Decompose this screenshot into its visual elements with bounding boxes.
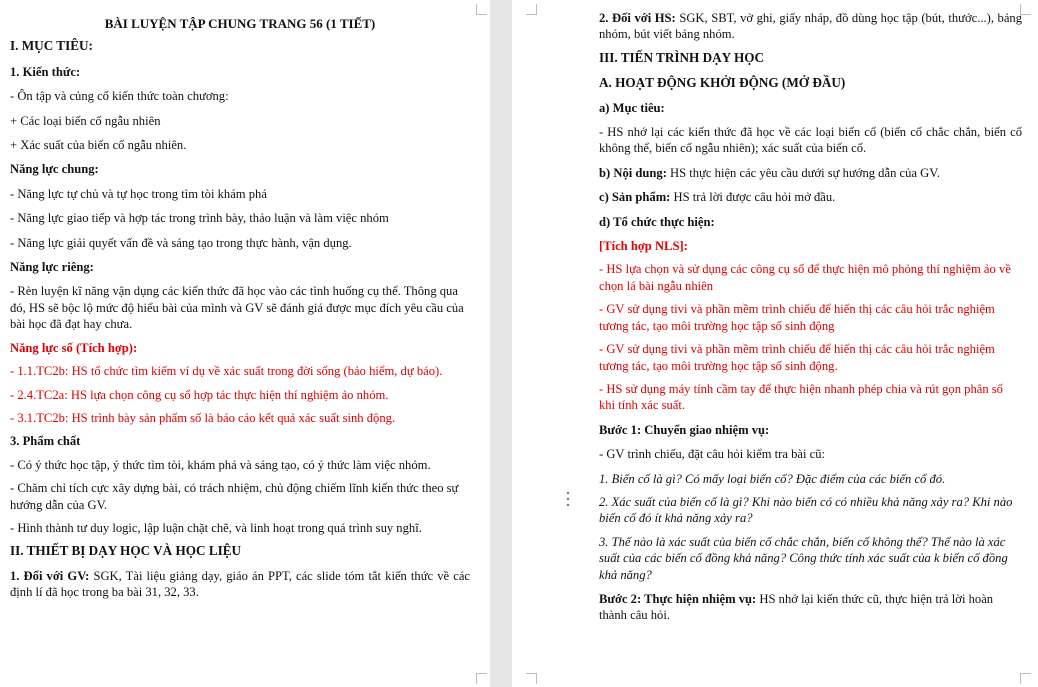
section-objectives: I. MỤC TIÊU: bbox=[10, 38, 93, 54]
heading-step1: Bước 1: Chuyển giao nhiệm vụ: bbox=[599, 422, 770, 437]
paragraph-product bbox=[599, 189, 1022, 205]
label-product: c) Sản phẩm: bbox=[599, 190, 671, 205]
paragraph: - Năng lực giao tiếp và hợp tác trong trình bày, thảo luận và làm việc nhóm bbox=[10, 211, 389, 226]
corner-mark-icon bbox=[526, 673, 537, 684]
paragraph-student-materials bbox=[599, 10, 1022, 43]
corner-mark-icon bbox=[1020, 4, 1031, 15]
paragraph: - Năng lực giải quyết vấn đề và sáng tạo trong thực hành, vận dụng. bbox=[10, 235, 352, 250]
corner-mark-icon bbox=[526, 4, 537, 15]
label-student: 2. Đối với HS: bbox=[599, 11, 676, 25]
paragraph: - HS lựa chọn và sử dụng các công cụ số để thực hiện mô phỏng thí nghiệm ảo về chọn lá bài ngẫu nhiên bbox=[599, 262, 1011, 293]
paragraph: - GV trình chiếu, đặt câu hỏi kiểm tra bài cũ: bbox=[599, 447, 826, 462]
heading-knowledge: 1. Kiến thức: bbox=[10, 64, 81, 79]
label-teacher: 1. Đối với GV: bbox=[10, 568, 90, 583]
label-step2: Bước 2: Thực hiện nhiệm vụ: bbox=[599, 591, 757, 606]
paragraph: - Hình thành tư duy logic, lập luận chặt chẽ, và linh hoạt trong quá trình suy nghĩ. bbox=[10, 520, 422, 535]
section-warmup: A. HOẠT ĐỘNG KHỞI ĐỘNG (MỞ ĐẦU) bbox=[599, 75, 846, 91]
question-1: 1. Biến cố là gì? Có mấy loại biến cố? Đặc điểm của các biến cố đó. bbox=[599, 471, 946, 486]
heading-organization: d) Tổ chức thực hiện: bbox=[599, 214, 715, 229]
paragraph-teacher-materials bbox=[10, 568, 470, 601]
heading-digital-integration: [Tích hợp NLS]: bbox=[599, 239, 688, 254]
heading-digital-competence: Năng lực số (Tích hợp): bbox=[10, 340, 138, 355]
paragraph: - GV sử dụng tivi và phần mềm trình chiếu để hiển thị các câu hỏi trắc nghiệm tương tác, tạo môi trường học tập số sinh động bbox=[599, 302, 995, 333]
paragraph-content bbox=[599, 165, 1022, 181]
document-page-left bbox=[0, 0, 490, 687]
paragraph: - 2.4.TC2a: HS lựa chọn công cụ số hợp tác thực hiện thí nghiệm ảo nhóm. bbox=[10, 387, 389, 402]
heading-specific-competence: Năng lực riêng: bbox=[10, 260, 94, 275]
paragraph: - HS sử dụng máy tính cầm tay để thực hiện nhanh phép chia và rút gọn phân số khi tính xác suất. bbox=[599, 381, 1003, 413]
paragraph: - Có ý thức học tập, ý thức tìm tòi, khám phá và sáng tạo, có ý thức làm việc nhóm. bbox=[10, 457, 431, 472]
paragraph: - Ôn tập và củng cố kiến thức toàn chương: bbox=[10, 89, 229, 104]
paragraph: + Xác suất của biến cố ngẫu nhiên. bbox=[10, 138, 187, 153]
text-content: HS thực hiện các yêu cầu dưới sự hướng dẫn của GV. bbox=[666, 165, 940, 180]
corner-mark-icon bbox=[476, 673, 487, 684]
paragraph: + Các loại biến cố ngẫu nhiên bbox=[10, 113, 161, 128]
paragraph: - 3.1.TC2b: HS trình bày sản phẩm số là báo cáo kết quả xác suất sinh động. bbox=[10, 410, 396, 425]
document-page-right bbox=[512, 0, 1038, 687]
text-product: HS trả lời được câu hỏi mở đầu. bbox=[670, 190, 836, 205]
lesson-title: BÀI LUYỆN TẬP CHUNG TRANG 56 (1 TIẾT) bbox=[104, 16, 376, 31]
corner-mark-icon bbox=[1020, 673, 1031, 684]
text-student: SGK, SBT, vở ghi, giấy nháp, đồ dùng học tập (bút, thước...), bảng nhóm, bút viết bảng nhóm. bbox=[599, 11, 1023, 42]
section-procedure: III. TIẾN TRÌNH DẠY HỌC bbox=[599, 49, 765, 65]
text-step2: HS nhớ lại kiến thức cũ, thực hiện trả lời hoàn thành câu hỏi. bbox=[599, 591, 994, 623]
paragraph-step2 bbox=[599, 591, 1022, 624]
text-teacher: SGK, Tài liệu giảng dạy, giáo án PPT, các slide tóm tắt kiến thức về các định lí đã học trong ba bài 31, 32, 33. bbox=[10, 568, 470, 600]
label-content: b) Nội dung: bbox=[599, 165, 667, 180]
paragraph: - Rèn luyện kĩ năng vận dụng các kiến thức đã học vào các tình huống cụ thể. Thông qua đó, HS sẽ bộc lộ mức độ hiểu bài của mình và GV sẽ đánh giá được mục đích yêu cầu của bài học đã đạt hay chưa. bbox=[10, 284, 464, 332]
paragraph: - GV sử dụng tivi và phần mềm trình chiếu để hiển thị các câu hỏi trắc nghiệm tương tác, tạo môi trường học tập số sinh động. bbox=[599, 342, 995, 373]
question-3: 3. Thế nào là xác suất của biến cố chắc chắn, biến cố không thể? Thế nào là xác suất của các biến cố đồng khả năng? Công thức tính xác suất của k biến cố đồng khả năng? bbox=[599, 534, 1008, 582]
paragraph: - HS nhớ lại các kiến thức đã học về các loại biến cố (biến cố chắc chắn, biến cố không thể, biến cố ngẫu nhiên); xác suất của biến cố. bbox=[599, 125, 1022, 156]
paragraph: - Năng lực tự chủ và tự học trong tìm tòi khám phá bbox=[10, 186, 267, 201]
paragraph: - Chăm chỉ tích cực xây dựng bài, có trách nhiệm, chủ động chiếm lĩnh kiến thức theo sự hướng dẫn của GV. bbox=[10, 481, 459, 512]
paragraph: - 1.1.TC2b: HS tổ chức tìm kiếm ví dụ về xác suất trong đời sống (bảo hiểm, dự báo). bbox=[10, 364, 443, 379]
drag-handle-icon[interactable] bbox=[565, 490, 571, 510]
section-equipment: II. THIẾT BỊ DẠY HỌC VÀ HỌC LIỆU bbox=[10, 543, 242, 559]
question-2: 2. Xác suất của biến cố là gì? Khi nào biến có có nhiều khả năng xảy ra? Khi nào biến cố đó ít khả năng xảy ra? bbox=[599, 494, 1013, 526]
heading-objective: a) Mục tiêu: bbox=[599, 100, 665, 115]
heading-general-competence: Năng lực chung: bbox=[10, 162, 99, 177]
page-gutter bbox=[490, 0, 512, 687]
corner-mark-icon bbox=[476, 4, 487, 15]
heading-qualities: 3. Phẩm chất bbox=[10, 434, 81, 449]
